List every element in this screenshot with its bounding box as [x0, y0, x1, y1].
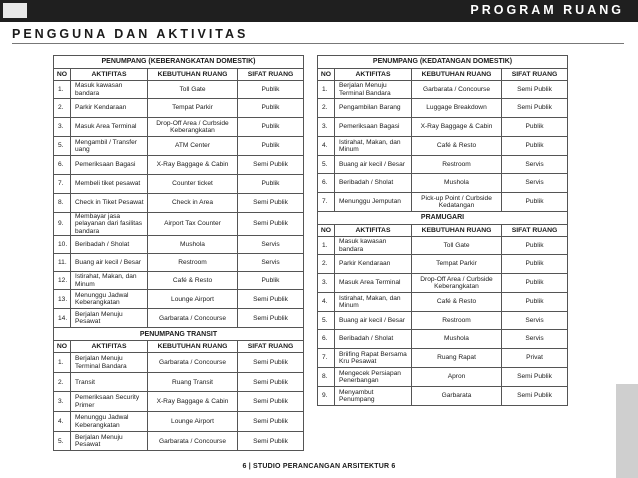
cell-space: Garbarata / Concourse: [148, 309, 238, 328]
cell-no: 3.: [318, 274, 335, 293]
cell-nature: Publik: [238, 81, 304, 99]
cell-no: 6.: [318, 174, 335, 193]
cell-activity: Beribadah / Sholat: [335, 174, 412, 193]
cell-activity: Menunggu Jadwal Keberangkatan: [71, 412, 148, 432]
program-title: PROGRAM RUANG: [470, 3, 624, 17]
table-row: [318, 156, 568, 174]
cell-activity: Berjalan Menuju Pesawat: [71, 432, 148, 451]
cell-no: 13.: [54, 290, 71, 309]
column-header-sifat-ruang: SIFAT RUANG: [502, 69, 568, 81]
page-title: PENGGUNA DAN AKTIVITAS: [12, 27, 249, 41]
section-title-row: [54, 328, 304, 341]
departure-domestic-section: [54, 56, 304, 328]
cell-no: 2.: [318, 99, 335, 118]
table-row: [54, 137, 304, 156]
cell-space: Ruang Transit: [148, 373, 238, 392]
section-title: PENUMPANG (KEDATANGAN DOMESTIK): [318, 56, 568, 69]
cell-nature: Semi Publik: [502, 81, 568, 99]
cell-nature: Publik: [238, 175, 304, 194]
column-header-row: [54, 341, 304, 353]
cell-activity: Istirahat, Makan, dan Minum: [335, 293, 412, 312]
cell-activity: Menunggu Jadwal Keberangkatan: [71, 290, 148, 309]
cell-nature: Semi Publik: [238, 194, 304, 213]
cell-activity: Beribadah / Sholat: [71, 236, 148, 254]
cell-activity: Pemeriksaan Bagasi: [71, 156, 148, 175]
cell-space: Airport Tax Counter: [148, 213, 238, 236]
table-row: [54, 213, 304, 236]
cell-activity: Check in Tiket Pesawat: [71, 194, 148, 213]
table-row: [318, 255, 568, 274]
cell-space: Café & Resto: [148, 272, 238, 290]
cell-no: 10.: [54, 236, 71, 254]
pramugari-section: [318, 212, 568, 406]
cell-nature: Publik: [502, 193, 568, 212]
table-row: [54, 81, 304, 99]
table-row: [54, 373, 304, 392]
table-row: [54, 412, 304, 432]
table-row: [318, 330, 568, 349]
cell-activity: Membayar jasa pelayanan dari fasilitas bandara: [71, 213, 148, 236]
table-row: [54, 432, 304, 451]
column-header-no: NO: [318, 225, 335, 237]
column-header-no: NO: [54, 341, 71, 353]
cell-activity: Mengambil / Transfer uang: [71, 137, 148, 156]
cell-no: 5.: [318, 156, 335, 174]
table-row: [54, 290, 304, 309]
column-header-kebutuhan-ruang: KEBUTUHAN RUANG: [148, 341, 238, 353]
table-row: [318, 99, 568, 118]
cell-nature: Servis: [238, 236, 304, 254]
cell-no: 7.: [318, 349, 335, 368]
cell-nature: Servis: [502, 312, 568, 330]
column-header-aktifitas: AKTIFITAS: [71, 341, 148, 353]
title-underline: [12, 43, 624, 44]
cell-space: Café & Resto: [412, 293, 502, 312]
cell-activity: Buang air kecil / Besar: [71, 254, 148, 272]
table-row: [318, 118, 568, 137]
cell-activity: Masuk Area Terminal: [71, 118, 148, 137]
cell-activity: Buang air kecil / Besar: [335, 312, 412, 330]
cell-no: 4.: [318, 137, 335, 156]
cell-space: Mushola: [412, 174, 502, 193]
cell-space: Garbarata / Concourse: [412, 81, 502, 99]
cell-no: 7.: [318, 193, 335, 212]
cell-space: Luggage Breakdown: [412, 99, 502, 118]
cell-no: 14.: [54, 309, 71, 328]
cell-space: Garbarata / Concourse: [148, 432, 238, 451]
cell-space: Café & Resto: [412, 137, 502, 156]
section-title: PENUMPANG TRANSIT: [54, 328, 304, 341]
table-row: [318, 368, 568, 387]
cell-activity: Beribadah / Sholat: [335, 330, 412, 349]
cell-activity: Pemeriksaan Security Primer: [71, 392, 148, 412]
cell-space: Toll Gate: [412, 237, 502, 255]
cell-nature: Semi Publik: [238, 213, 304, 236]
cell-space: Drop-Off Area / Curbside Keberangkatan: [412, 274, 502, 293]
cell-activity: Transit: [71, 373, 148, 392]
cell-nature: Servis: [502, 330, 568, 349]
cell-space: Check in Area: [148, 194, 238, 213]
table-row: [54, 254, 304, 272]
cell-nature: Semi Publik: [502, 387, 568, 406]
cell-no: 2.: [318, 255, 335, 274]
table-row: [54, 353, 304, 373]
cell-nature: Publik: [238, 137, 304, 156]
arrival-domestic-section: [318, 56, 568, 212]
cell-nature: Semi Publik: [238, 432, 304, 451]
cell-space: Mushola: [412, 330, 502, 349]
section-title: PENUMPANG (KEBERANGKATAN DOMESTIK): [54, 56, 304, 69]
cell-nature: Semi Publik: [238, 353, 304, 373]
column-header-aktifitas: AKTIFITAS: [335, 69, 412, 81]
cell-nature: Semi Publik: [238, 309, 304, 328]
cell-activity: Pengambilan Barang: [335, 99, 412, 118]
cell-no: 4.: [54, 412, 71, 432]
cell-no: 1.: [318, 237, 335, 255]
top-banner: [0, 0, 638, 22]
cell-activity: Parkir Kendaraan: [71, 99, 148, 118]
cell-activity: Buang air kecil / Besar: [335, 156, 412, 174]
cell-no: 5.: [318, 312, 335, 330]
banner-tab-block: [3, 3, 27, 18]
cell-space: Lounge Airport: [148, 290, 238, 309]
cell-nature: Publik: [238, 272, 304, 290]
cell-activity: Berjalan Menuju Terminal Bandara: [335, 81, 412, 99]
cell-nature: Semi Publik: [238, 290, 304, 309]
cell-space: X-Ray Baggage & Cabin: [148, 392, 238, 412]
table-row: [318, 193, 568, 212]
cell-activity: Menyambut Penumpang: [335, 387, 412, 406]
cell-nature: Servis: [238, 254, 304, 272]
cell-no: 9.: [318, 387, 335, 406]
cell-space: X-Ray Baggage & Cabin: [148, 156, 238, 175]
cell-nature: Semi Publik: [238, 373, 304, 392]
cell-space: Toll Gate: [148, 81, 238, 99]
cell-space: Restroom: [412, 156, 502, 174]
cell-no: 1.: [54, 353, 71, 373]
cell-space: Apron: [412, 368, 502, 387]
cell-no: 6.: [54, 156, 71, 175]
table-row: [318, 387, 568, 406]
cell-activity: Istirahat, Makan, dan Minum: [335, 137, 412, 156]
section-title-row: [54, 56, 304, 69]
column-header-aktifitas: AKTIFITAS: [71, 69, 148, 81]
cell-activity: Membeli tiket pesawat: [71, 175, 148, 194]
cell-nature: Semi Publik: [238, 156, 304, 175]
page-footer: 6 | STUDIO PERANCANGAN ARSITEKTUR 6: [242, 463, 396, 470]
cell-no: 3.: [318, 118, 335, 137]
table-row: [318, 237, 568, 255]
cell-space: Pick-up Point / Curbside Kedatangan: [412, 193, 502, 212]
column-header-aktifitas: AKTIFITAS: [335, 225, 412, 237]
cell-activity: Masuk kawasan bandara: [335, 237, 412, 255]
table-row: [318, 174, 568, 193]
column-header-sifat-ruang: SIFAT RUANG: [238, 341, 304, 353]
cell-space: Ruang Rapat: [412, 349, 502, 368]
cell-no: 8.: [318, 368, 335, 387]
table-right: [317, 55, 568, 406]
table-row: [54, 309, 304, 328]
column-header-row: [54, 69, 304, 81]
cell-space: Counter ticket: [148, 175, 238, 194]
cell-no: 5.: [54, 432, 71, 451]
cell-nature: Servis: [502, 156, 568, 174]
cell-nature: Publik: [502, 255, 568, 274]
cell-nature: Publik: [502, 237, 568, 255]
cell-space: Tempat Parkir: [412, 255, 502, 274]
cell-no: 7.: [54, 175, 71, 194]
cell-nature: Publik: [502, 274, 568, 293]
table-row: [318, 293, 568, 312]
table-row: [54, 194, 304, 213]
cell-space: Restroom: [148, 254, 238, 272]
cell-no: 3.: [54, 118, 71, 137]
cell-no: 5.: [54, 137, 71, 156]
cell-activity: Masuk Area Terminal: [335, 274, 412, 293]
cell-space: ATM Center: [148, 137, 238, 156]
cell-activity: Menunggu Jemputan: [335, 193, 412, 212]
cell-activity: Berjalan Menuju Terminal Bandara: [71, 353, 148, 373]
table-row: [54, 99, 304, 118]
column-header-row: [318, 225, 568, 237]
cell-nature: Publik: [238, 99, 304, 118]
cell-no: 2.: [54, 373, 71, 392]
cell-nature: Semi Publik: [238, 412, 304, 432]
cell-no: 9.: [54, 213, 71, 236]
cell-no: 1.: [54, 81, 71, 99]
cell-nature: Publik: [502, 118, 568, 137]
table-left: [53, 55, 304, 451]
column-header-kebutuhan-ruang: KEBUTUHAN RUANG: [148, 69, 238, 81]
cell-space: X-Ray Baggage & Cabin: [412, 118, 502, 137]
table-row: [54, 118, 304, 137]
table-row: [54, 236, 304, 254]
table-row: [318, 81, 568, 99]
cell-activity: Masuk kawasan bandara: [71, 81, 148, 99]
column-header-no: NO: [54, 69, 71, 81]
cell-no: 12.: [54, 272, 71, 290]
table-row: [54, 175, 304, 194]
table-row: [318, 137, 568, 156]
cell-space: Lounge Airport: [148, 412, 238, 432]
cell-activity: Briifing Rapat Bersama Kru Pesawat: [335, 349, 412, 368]
cell-nature: Semi Publik: [502, 99, 568, 118]
section-title-row: [318, 56, 568, 69]
cell-space: Garbarata / Concourse: [148, 353, 238, 373]
column-header-kebutuhan-ruang: KEBUTUHAN RUANG: [412, 225, 502, 237]
column-header-row: [318, 69, 568, 81]
cell-space: Tempat Parkir: [148, 99, 238, 118]
cell-no: 8.: [54, 194, 71, 213]
cell-space: Mushola: [148, 236, 238, 254]
cell-nature: Semi Publik: [502, 368, 568, 387]
cell-activity: Parkir Kendaraan: [335, 255, 412, 274]
column-header-sifat-ruang: SIFAT RUANG: [502, 225, 568, 237]
cell-no: 6.: [318, 330, 335, 349]
column-header-no: NO: [318, 69, 335, 81]
table-row: [318, 312, 568, 330]
transit-section: [54, 328, 304, 451]
cell-activity: Istirahat, Makan, dan Minum: [71, 272, 148, 290]
cell-no: 4.: [318, 293, 335, 312]
cell-space: Garbarata: [412, 387, 502, 406]
table-row: [54, 156, 304, 175]
section-title: PRAMUGARI: [318, 212, 568, 225]
cell-space: Drop-Off Area / Curbside Keberangkatan: [148, 118, 238, 137]
table-row: [54, 392, 304, 412]
cell-no: 1.: [318, 81, 335, 99]
table-row: [54, 272, 304, 290]
table-row: [318, 274, 568, 293]
column-header-sifat-ruang: SIFAT RUANG: [238, 69, 304, 81]
table-row: [318, 349, 568, 368]
cell-nature: Semi Publik: [238, 392, 304, 412]
cell-nature: Servis: [502, 174, 568, 193]
cell-activity: Pemeriksaan Bagasi: [335, 118, 412, 137]
cell-nature: Publik: [502, 137, 568, 156]
cell-activity: Berjalan Menuju Pesawat: [71, 309, 148, 328]
cell-no: 2.: [54, 99, 71, 118]
cell-no: 3.: [54, 392, 71, 412]
cell-nature: Publik: [502, 293, 568, 312]
cell-nature: Privat: [502, 349, 568, 368]
cell-space: Restroom: [412, 312, 502, 330]
cell-no: 11.: [54, 254, 71, 272]
column-header-kebutuhan-ruang: KEBUTUHAN RUANG: [412, 69, 502, 81]
section-title-row: [318, 212, 568, 225]
cell-nature: Publik: [238, 118, 304, 137]
cell-activity: Mengecek Persiapan Penerbangan: [335, 368, 412, 387]
